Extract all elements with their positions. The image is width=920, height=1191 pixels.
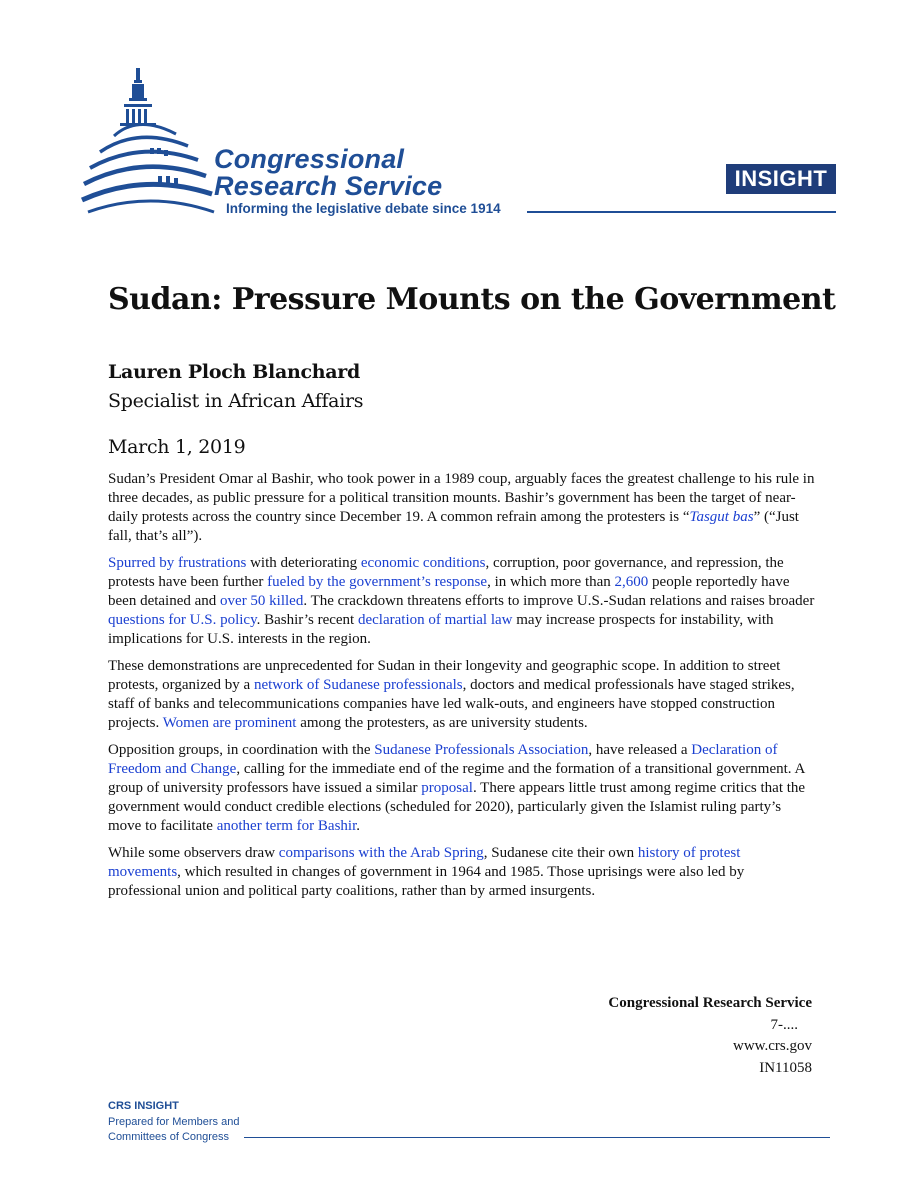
capitol-dome-icon bbox=[80, 62, 220, 222]
inline-link[interactable]: 2,600 bbox=[614, 574, 649, 590]
crs-wordmark-line2: Research Service bbox=[214, 171, 443, 201]
inline-link[interactable]: comparisons with the Arab Spring bbox=[278, 845, 484, 861]
footer-crs-insight bbox=[108, 1099, 239, 1146]
footer-label: CRS INSIGHT bbox=[108, 1100, 179, 1112]
inline-link[interactable]: Women are prominent bbox=[162, 715, 297, 731]
paragraph-text: may increase prospects for instability, with implications for U.S. interests in the region. bbox=[108, 612, 774, 647]
footer-org: Congressional Research Service bbox=[608, 995, 812, 1011]
paragraph-text: , Sudanese cite their own bbox=[483, 845, 638, 861]
inline-link[interactable]: questions for U.S. policy bbox=[108, 612, 257, 628]
paragraph-text: , corruption, poor governance, and repression, the protests have been further bbox=[108, 555, 784, 590]
paragraph bbox=[108, 470, 816, 546]
crs-logo bbox=[80, 62, 540, 222]
footer-website: www.crs.gov bbox=[732, 1038, 812, 1054]
paragraph-text: . The crackdown threatens efforts to improve U.S.-Sudan relations and raises broader bbox=[303, 593, 815, 609]
publication-date: March 1, 2019 bbox=[108, 436, 246, 458]
footer-info bbox=[608, 993, 812, 1079]
article-body bbox=[108, 470, 816, 909]
author-name: Lauren Ploch Blanchard bbox=[108, 361, 360, 383]
footer-line2: Prepared for Members and bbox=[108, 1115, 240, 1128]
paragraph-text: among the protesters, as are university students. bbox=[296, 715, 588, 731]
footer-line3: Committees of Congress bbox=[108, 1131, 230, 1143]
paragraph-text: , calling for the immediate end of the regime and the formation of a transitional government. A group of university professors have issued a similar bbox=[108, 761, 805, 796]
paragraph bbox=[108, 844, 816, 901]
inline-link[interactable]: declaration of martial law bbox=[357, 612, 513, 628]
paragraph-text: Opposition groups, in coordination with the bbox=[108, 742, 375, 758]
header-rule bbox=[527, 211, 836, 213]
paragraph bbox=[108, 657, 816, 733]
inline-link[interactable]: Declaration of Freedom and Change bbox=[108, 742, 778, 777]
inline-link[interactable]: network of Sudanese professionals bbox=[253, 677, 463, 693]
inline-link[interactable]: Spurred by frustrations bbox=[108, 555, 247, 571]
paragraph-text: , have released a bbox=[588, 742, 692, 758]
crs-wordmark-line1: Congressional bbox=[214, 144, 405, 174]
inline-link[interactable]: proposal bbox=[421, 780, 473, 796]
author-role: Specialist in African Affairs bbox=[108, 390, 364, 412]
crs-tagline: Informing the legislative debate since 1914 bbox=[226, 201, 501, 216]
inline-link[interactable]: over 50 killed bbox=[220, 593, 304, 609]
paragraph-text: with deteriorating bbox=[246, 555, 361, 571]
paragraph bbox=[108, 554, 816, 649]
paragraph bbox=[108, 741, 816, 836]
paragraph-text: , which resulted in changes of government in 1964 and 1985. Those uprisings were also led by professional union and political party coalitions, rather than by armed insurgents. bbox=[108, 864, 745, 899]
page-title: Sudan: Pressure Mounts on the Government bbox=[108, 282, 836, 317]
footer-id: IN11058 bbox=[759, 1059, 812, 1076]
footer-rule bbox=[244, 1137, 830, 1138]
inline-link[interactable]: Sudanese Professionals Association bbox=[374, 742, 589, 758]
paragraph-text: These demonstrations are unprecedented for Sudan in their longevity and geographic scope. In addition to street protests, organized by a bbox=[108, 658, 781, 693]
paragraph-text: , doctors and medical professionals have staged strikes, staff of banks and telecommunications companies have led walk-outs, and engineers have stopped construction projects. bbox=[108, 677, 795, 731]
paragraph-text: , in which more than bbox=[487, 574, 615, 590]
footer-number: 7-.... bbox=[770, 1016, 798, 1033]
paragraph-text: . bbox=[356, 818, 361, 834]
crs-wordmark bbox=[214, 146, 442, 200]
paragraph-text: ” (“Just fall, that’s all”). bbox=[108, 509, 799, 544]
inline-link[interactable]: Tasgut bas bbox=[689, 509, 754, 525]
insight-badge: INSIGHT bbox=[726, 164, 836, 194]
paragraph-text: people reportedly have been detained and bbox=[108, 574, 790, 609]
paragraph-text: . There appears little trust among regime critics that the government would conduct credible elections (scheduled for 2020), particularly given the Islamist ruling party’s move to facilitate bbox=[108, 780, 806, 834]
inline-link[interactable]: another term for Bashir bbox=[216, 818, 357, 834]
paragraph-text: . Bashir’s recent bbox=[256, 612, 358, 628]
inline-link[interactable]: history of protest movements bbox=[108, 845, 741, 880]
inline-link[interactable]: economic conditions bbox=[360, 555, 486, 571]
inline-link[interactable]: fueled by the government’s response bbox=[267, 574, 488, 590]
paragraph-text: Sudan’s President Omar al Bashir, who took power in a 1989 coup, arguably faces the greatest challenge to his rule in three decades, as public pressure for a political transition mounts. Bashir’s government has been the target of near-daily protests across the country since December 19. A common refrain among the protesters is “ bbox=[108, 471, 815, 525]
paragraph-text: While some observers draw bbox=[108, 845, 279, 861]
